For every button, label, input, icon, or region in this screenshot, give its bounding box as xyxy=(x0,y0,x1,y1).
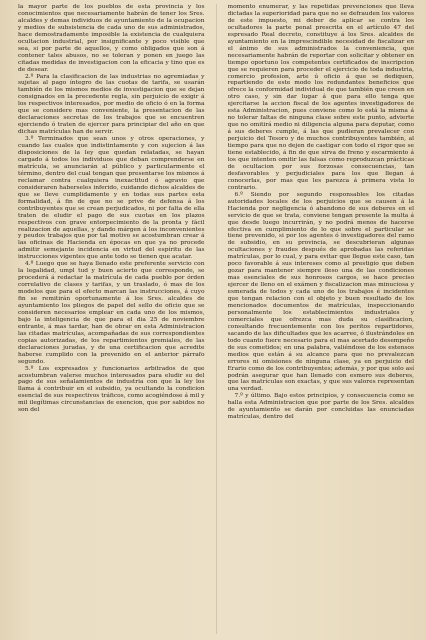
paragraph: 5.º Los expresados y funcionarios arbitrados de que acostumbran valerse muchos interesados para eludir su del pago de sus señalamientos de industria con que la ley los llama á contribuir en el subsidio, ya ocultando la condicion esencial de sus respectivos tráficos, como acogiéndose á mil y mil ilegítimas circunstancias de exencion, que por sabidos no son del xyxy=(18,365,205,414)
column-divider xyxy=(216,4,217,634)
paragraph: 2.º Para la clasificacion de las industrias no agremiadas y sujetas al pago íntegro de las cuotas de tarifa, se usarán también de los mismos medios de investigacion que se dejan consignados en la precedente regla, sin perjuicio de exigir á los respectivos interesados, por medio de oficio ó en la forma que se considere mas conveniente, la presentacion de las declaraciones secretas de los trabajos que se encuentren ejerciendo ó traten de ejercer para principiar del año en que dichas matrículas han de servir. xyxy=(18,73,205,136)
paragraph: 4.º Luego que se haya llenado este preferente servicio con la legalidad, umpl tud y buen acierto que corresponde, se procederá á redactar la matrícula de cada pueblo por órden correlativo de clases y tarifas, y un traslado, ó mas de los modelos que para el efecto marcan las instrucciones, á cuyo fin se remitirán oportunamente á los Sres. alcaldes de ayuntamiento los pliegos de papel del sello de oficio que se consideren necesarios emplear en cada uno de los mismos, bajo la inteligencia de que para el dia 25 de noviembre entrante, á mas tardar, han de obrar en esta Administracion las citadas matrículas, acompañadas de sus correspondientes copias autorizadas, de los repartimientos gremiales, de las declaraciones juradas, y de una certificacion que acredite haberse cumplido con la prevenido en el anterior párrafo segundo. xyxy=(18,261,205,365)
paragraph: momento enumerar, y las repetidas prevenciones que lleva dictadas la superioridad para que no se defrauden los valores de este impuesto, mi deber de aplicar se contra los ocultadores la parte penal prescrita en el artículo 47 del espresado Real decreto, constituye á los Sres. alcaldes de ayuntamiento en la imprescindible necesidad de fiscalizar en el ánimo de sus administrados la conveniencia, que necesariamente habrán de reportar con solicitar y obtener en tiempo oportuno los competentes certificados de inscripcion que se requieren para proceder el ejercicio de toda industria, comercio profesion, arte ú oficio á que se dediquen, repartiendo de este modo los redundantes beneficios que ofrece la conformidad individual de que también que creen en otro caso, y sin dar lugar á que para ello tenga que ejercitarse la accion fiscal de los agentes investigadores de esta Administracion, pues conviene como lo está la misma á no tolerar faltas de ninguna clase sobre este punto, advierte que no omitirá medio ni diligencia alguna para deputar, como á sus deberes cumple, á las que pudieran prevalecer con perjuicio del Tesoro y de muchos contribuyentes también, al tiempo para que no dejen de castigar con todo el rigor que se tiene establecido, á fin de que sirva de freno y escarmiento á los que intenten omitir las falsas como reproduzcan prácticas de ocultacion por sus forzosas consecuencias, tan desfavorables y perjudiciales para los que llegan á conocerlas, por mas que les parezca á primera vista lo contrario. xyxy=(227,4,414,191)
right-column xyxy=(228,4,415,634)
paragraph: 7.º y último. Bajo estos principios, y consecuencia como se halla esta Administracion que por parte de los Sres. alcaldes de ayuntamiento se darán por concluidas las enunciadas matrículas, dentro del xyxy=(227,393,414,421)
paragraph: la mayor parte de los pueblos de esta provincia y los conocimientos que necesariamente habrán de tener los Sres. alcaldes y demas individuos de ayuntamiento de la ocupacion y medios de subsistencia de cada uno de sus administrados, hace demostradamente imposible la existencia de cualquiera ocultacion industrial, por insignificante y poco visible que sea, si por parte de aquellos, y como obligados que son á contener tales abusos, no se toleran y ponen en juego las citadas medidas de investigacion con la eficacia y tino que es de desear. xyxy=(18,4,205,73)
left-column xyxy=(18,4,205,634)
paragraph: 3.º Terminados que sean unos y otros operaciones, y cuando las cuales que indistintamente y con sujecion á las disposiciones de la ley que quedan relatadas, se hayan cargado á todos los individuos que deban comprenderse en matrícula, se anunciarán al público y particularmente el término, dentro del cual tengan que presentarse los mismos á reclamar contra cualquiera inexactitud ó agravio que consideraren haberseles inferido, cuidando dichos alcaldes de que se lleve cumplidamente y en todas sus partes esta formalidad, á fin de que no se prive de defensa á los contribuyentes que se crean perjudicados, ni por falta de ella traten de eludir el pago de sus cuotas en los plazos respectivos con grave entorpecimiento de la pronta y fácil realizacion de aquellas, y dando márgen á los inconvenientes y peudos trabajos que por tal motivo se acostumbran crear á las oficinas de Hacienda en épocas en que ya no procede admitir semejante incidencia en virtud del espíritu de las instrucciones vigentes que ante todo se tienen que acatar. xyxy=(18,136,205,261)
paragraph: 6.º Siendo por segundo responsables los citadas autoridades locales de los perjuicios que se causen á la Hacienda por negligencia ó abandono de sus deberes en el servicio de que se trata, conviene tengan presente la multa á que desde luego incurrirán, y no podrá menos de hacerse efectiva en cumplimiento de lo que sobre el particular se tiene prevenido, si por los agentes ó investigadores del ramo de subsidio, en su provincia, se descubrieran algunas ocultaciones y fraudes después de aprobadas las referidas matrículas, por lo cual, y para evitar que llegue este caso, tan poco favorable á sus intereses como al prestigio que deben gozar para mantener siempre ileso una de las condiciones mas esenciales de sus honrosos cargos, se hace preciso ejercer de lleno en el exámen y fiscalizacion mas minuciosa y esmerada de todos y cada uno de los trabajos é incidentes que tengan relacion con el objeto y buen resultado de los mencionados documentos de matrículas, inspeccionando personalmente los establecimientos industriales y comerciales que ofrezca mas duda su clasificacion, consultando frecuentemente con los peritos repartidores, sacando de las dificultades que les acarree, ó ilustrándoles en todo cuanto fuere necesario para el mas acertado desempeño de sus cometidos; en una palabra, valiéndose de los estensos medios que están á su alcance para que no prevalezcan errores ni omisiones de ninguna clase, ya en perjuicio del Erario como de los contribuyentes; además, y por que solo así podrán asegurar que han llenado con esmero sus deberes, que las matrículas son exactas, y que sus valores representan una verdad. xyxy=(227,191,414,393)
